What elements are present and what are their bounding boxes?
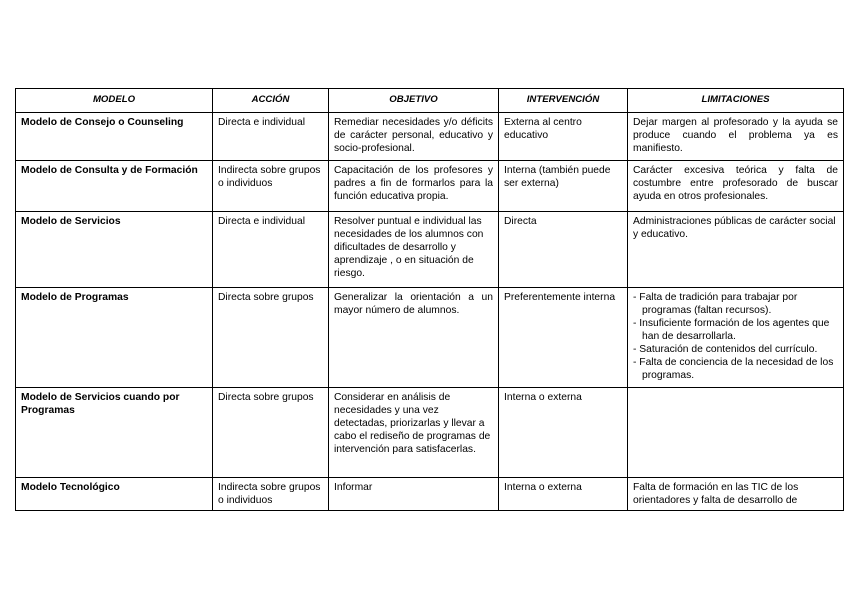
cell-accion: Directa e individual xyxy=(213,212,329,288)
cell-modelo: Modelo Tecnológico xyxy=(16,478,213,511)
cell-limitaciones: Falta de formación en las TIC de los orientadores y falta de desarrollo de xyxy=(628,478,844,511)
cell-objetivo: Considerar en análisis de necesidades y una vez detectadas, priorizarlas y llevar a cabo el rediseño de programas de intervención para satisfacerlas. xyxy=(329,388,499,478)
models-table xyxy=(15,88,844,511)
cell-objetivo: Generalizar la orientación a un mayor número de alumnos. xyxy=(329,288,499,388)
cell-limitaciones xyxy=(628,288,844,388)
cell-intervencion: Interna (también puede ser externa) xyxy=(499,161,628,212)
header-modelo: MODELO xyxy=(16,89,213,113)
cell-accion: Indirecta sobre grupos o individuos xyxy=(213,161,329,212)
cell-accion: Directa sobre grupos xyxy=(213,388,329,478)
cell-accion: Directa e individual xyxy=(213,113,329,161)
cell-objetivo: Remediar necesidades y/o déficits de carácter personal, educativo y socio-profesional. xyxy=(329,113,499,161)
header-row xyxy=(16,89,844,113)
limitation-item: - Falta de tradición para trabajar por programas (faltan recursos). xyxy=(633,292,798,316)
cell-modelo: Modelo de Consulta y de Formación xyxy=(16,161,213,212)
cell-objetivo: Resolver puntual e individual las necesidades de los alumnos con dificultades de desarrollo y aprendizaje , o en situación de riesgo. xyxy=(329,212,499,288)
cell-limitaciones: Dejar margen al profesorado y la ayuda se produce cuando el problema ya es manifiesto. xyxy=(628,113,844,161)
header-limitaciones: LIMITACIONES xyxy=(628,89,844,113)
header-intervencion: INTERVENCIÓN xyxy=(499,89,628,113)
cell-objetivo: Capacitación de los profesores y padres a fin de formarlos para la función educativa propia. xyxy=(329,161,499,212)
cell-limitaciones xyxy=(628,388,844,478)
cell-intervencion: Preferentemente interna xyxy=(499,288,628,388)
table-row xyxy=(16,388,844,478)
table-row xyxy=(16,113,844,161)
cell-modelo: Modelo de Consejo o Counseling xyxy=(16,113,213,161)
limitation-item: - Saturación de contenidos del currículo. xyxy=(633,344,818,355)
header-objetivo: OBJETIVO xyxy=(329,89,499,113)
cell-modelo: Modelo de Programas xyxy=(16,288,213,388)
cell-limitaciones: Administraciones públicas de carácter social y educativo. xyxy=(628,212,844,288)
limitation-item: - Falta de conciencia de la necesidad de los programas. xyxy=(633,357,834,381)
table-row xyxy=(16,478,844,511)
cell-modelo: Modelo de Servicios xyxy=(16,212,213,288)
limitation-item: - Insuficiente formación de los agentes que han de desarrollarla. xyxy=(633,318,830,342)
table-row xyxy=(16,212,844,288)
cell-accion: Indirecta sobre grupos o individuos xyxy=(213,478,329,511)
table-row xyxy=(16,288,844,388)
cell-objetivo: Informar xyxy=(329,478,499,511)
cell-intervencion: Interna o externa xyxy=(499,388,628,478)
table-row xyxy=(16,161,844,212)
cell-modelo: Modelo de Servicios cuando por Programas xyxy=(16,388,213,478)
cell-limitaciones: Carácter excesiva teórica y falta de costumbre entre profesorado de buscar ayuda en otros profesionales. xyxy=(628,161,844,212)
cell-intervencion: Externa al centro educativo xyxy=(499,113,628,161)
header-accion: ACCIÓN xyxy=(213,89,329,113)
cell-intervencion: Interna o externa xyxy=(499,478,628,511)
cell-intervencion: Directa xyxy=(499,212,628,288)
cell-accion: Directa sobre grupos xyxy=(213,288,329,388)
